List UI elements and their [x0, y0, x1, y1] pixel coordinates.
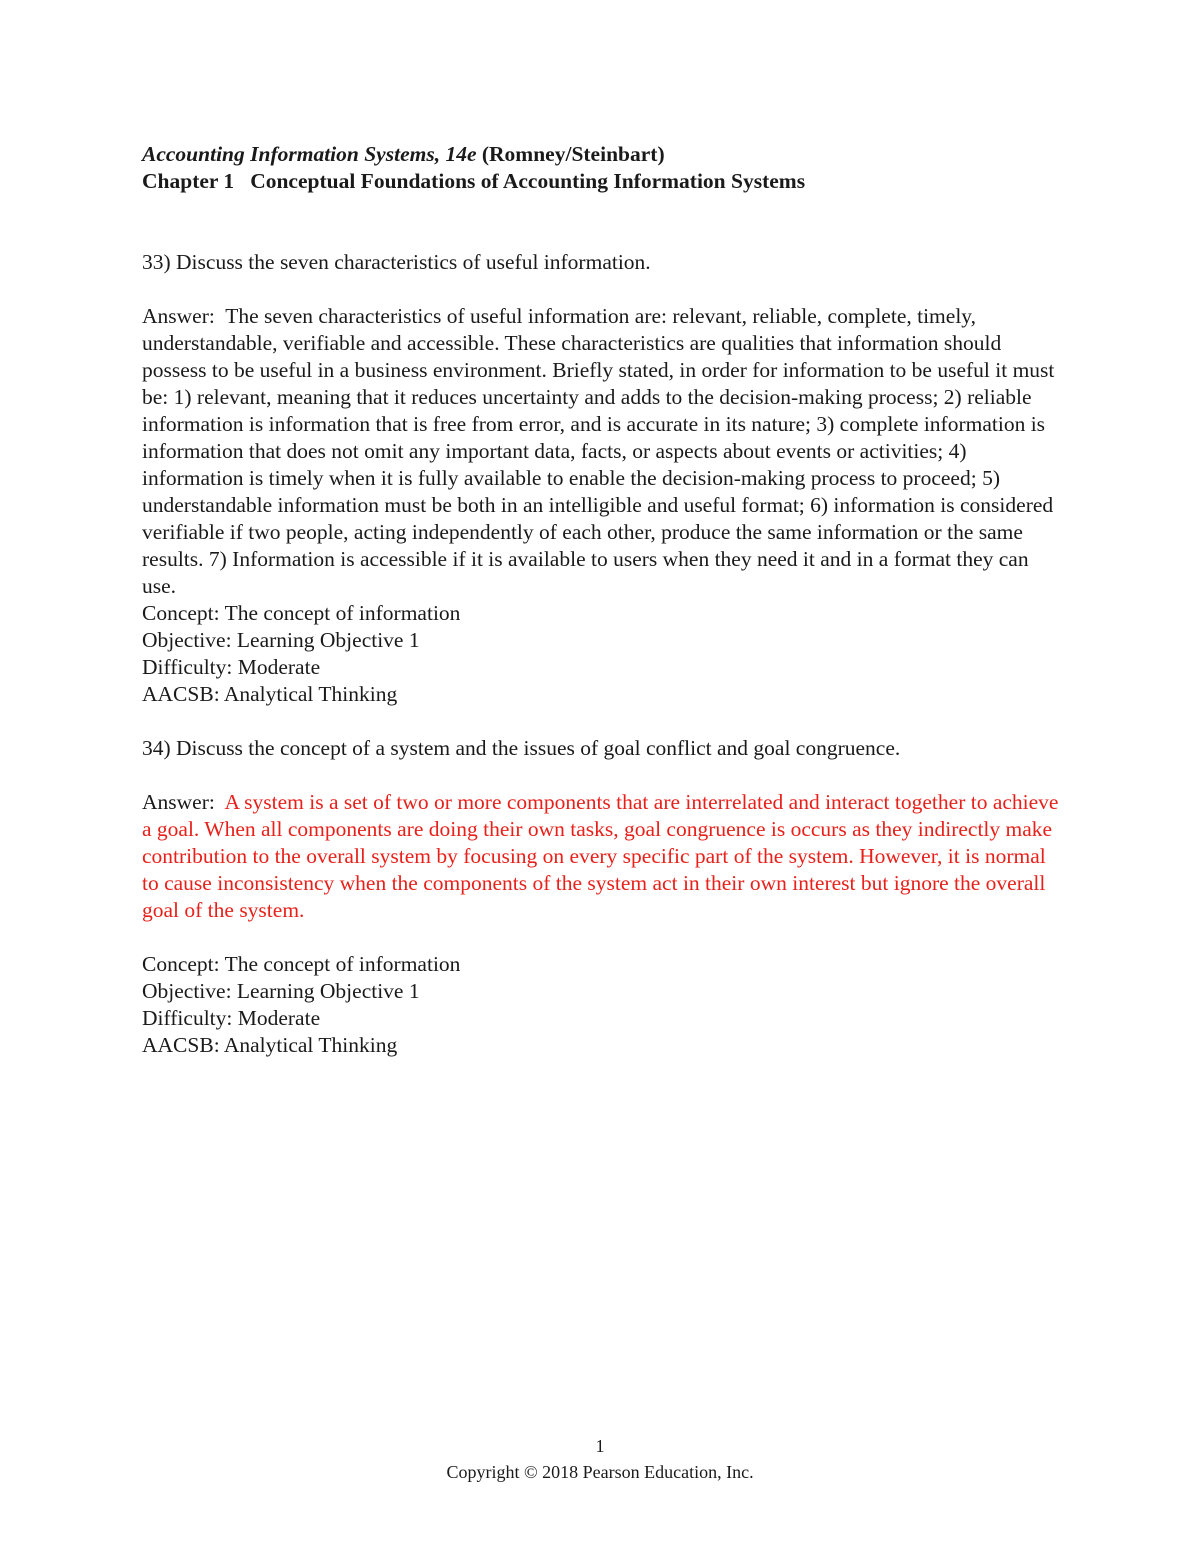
chapter-title: Conceptual Foundations of Accounting Information Systems — [250, 169, 806, 193]
answer-text: The seven characteristics of useful information are: relevant, reliable, complete, timely, understandable, verifiable and accessible. These characteristics are qualities that information should possess to be useful in a business environment. Briefly stated, in order for information to be useful it must be: 1) relevant, meaning that it reduces uncertainty and adds to the decision-making process; 2) reliable information is information that is free from error, and is accurate in its nature; 3) complete information is information that does not omit any important data, facts, or aspects about events or activities; 4) information is timely when it is fully available to enable the decision-making process to proceed; 5) understandable information must be both in an intelligible and useful format; 6) information is considered verifiable if two people, acting independently of each other, produce the same information or the same results. 7) Information is accessible if it is available to users when they need it and in a format they can use. — [142, 304, 1055, 598]
question-34-meta — [142, 951, 1062, 1059]
chapter-number: Chapter 1 — [142, 169, 235, 193]
difficulty-line: Difficulty: Moderate — [142, 655, 321, 679]
aacsb-line: AACSB: Analytical Thinking — [142, 682, 398, 706]
question-33: 33) Discuss the seven characteristics of useful information. — [142, 250, 651, 274]
answer-label: Answer: — [142, 790, 215, 814]
objective-line: Objective: Learning Objective 1 — [142, 979, 420, 1003]
answer-label: Answer: — [142, 304, 215, 328]
book-authors: (Romney/Steinbart) — [481, 142, 665, 166]
answer-text: A system is a set of two or more components that are interrelated and interact together to achieve a goal. When all components are doing their own tasks, goal congruence is occurs as they indirectly make contribution to the overall system by focusing on every specific part of the system. However, it is normal to cause inconsistency when the components of the system act in their own interest but ignore the overall goal of the system. — [142, 790, 1059, 922]
concept-line: Concept: The concept of information — [142, 952, 461, 976]
question-33-meta — [142, 600, 1062, 708]
answer-34 — [142, 789, 1062, 924]
objective-line: Objective: Learning Objective 1 — [142, 628, 420, 652]
page-content — [142, 141, 1062, 1059]
page-number: 1 — [595, 1436, 605, 1456]
copyright-notice: Copyright © 2018 Pearson Education, Inc. — [446, 1462, 754, 1482]
book-title: Accounting Information Systems, 14e — [142, 142, 477, 166]
concept-line: Concept: The concept of information — [142, 601, 461, 625]
chapter-heading — [142, 168, 1062, 195]
book-title-line — [142, 141, 1062, 168]
difficulty-line: Difficulty: Moderate — [142, 1006, 321, 1030]
question-34: 34) Discuss the concept of a system and the issues of goal conflict and goal congruence. — [142, 736, 901, 760]
aacsb-line: AACSB: Analytical Thinking — [142, 1033, 398, 1057]
answer-33 — [142, 303, 1062, 600]
